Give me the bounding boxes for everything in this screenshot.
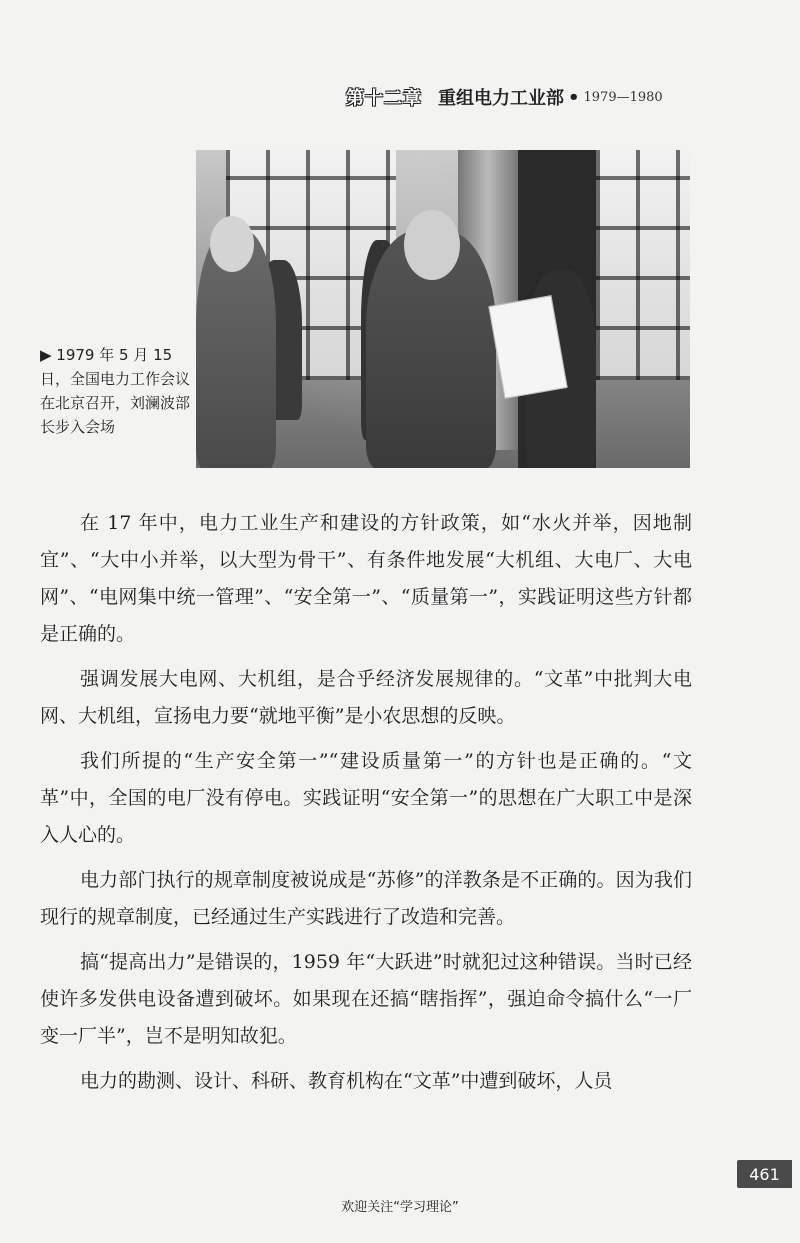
running-header bbox=[346, 84, 692, 110]
paragraph: 搞“提高出力”是错误的，1959 年“大跃进”时就犯过这种错误。当时已经使许多发供电设备遭到破坏。如果现在还搞“瞎指挥”，强迫命令搞什么“一厂变一厂半”，岂不是明知故犯。 bbox=[40, 951, 692, 1047]
header-separator: • bbox=[568, 86, 580, 108]
paragraph: 我们所提的“生产安全第一”“建设质量第一”的方针也是正确的。“文革”中，全国的电厂没有停电。实践证明“安全第一”的思想在广大职工中是深入人心的。 bbox=[40, 750, 692, 846]
paragraph: 电力的勘测、设计、科研、教育机构在“文革”中遭到破坏，人员 bbox=[80, 1070, 613, 1092]
photo-figure-main bbox=[366, 230, 496, 468]
chapter-label: 第十二章 bbox=[346, 88, 422, 109]
footer-note: 欢迎关注“学习理论” bbox=[341, 1200, 459, 1215]
page-number: 461 bbox=[737, 1160, 792, 1188]
chapter-title: 重组电力工业部 bbox=[438, 88, 564, 109]
paragraph: 电力部门执行的规章制度被说成是“苏修”的洋教条是不正确的。因为我们现行的规章制度，已经通过生产实践进行了改造和完善。 bbox=[40, 869, 692, 928]
paragraph: 强调发展大电网、大机组，是合乎经济发展规律的。“文革”中批判大电网、大机组，宣扬电力要“就地平衡”是小农思想的反映。 bbox=[40, 668, 692, 727]
photo-figure-left bbox=[196, 230, 276, 468]
photo-window-right bbox=[596, 150, 690, 380]
photo-caption: ▶ 1979 年 5 月 15 日，全国电力工作会议在北京召开，刘澜波部长步入会场 bbox=[40, 346, 191, 436]
paragraph: 在 17 年中，电力工业生产和建设的方针政策，如“水火并举，因地制宜”、“大中小并举，以大型为骨干”、有条件地发展“大机组、大电厂、大电网”、“电网集中统一管理”、“安全第一”、“质量第一”，实践证明这些方针都是正确的。 bbox=[40, 512, 692, 645]
body-text bbox=[40, 505, 692, 1108]
historical-photo bbox=[196, 150, 690, 468]
chapter-years: 1979—1980 bbox=[583, 89, 663, 105]
